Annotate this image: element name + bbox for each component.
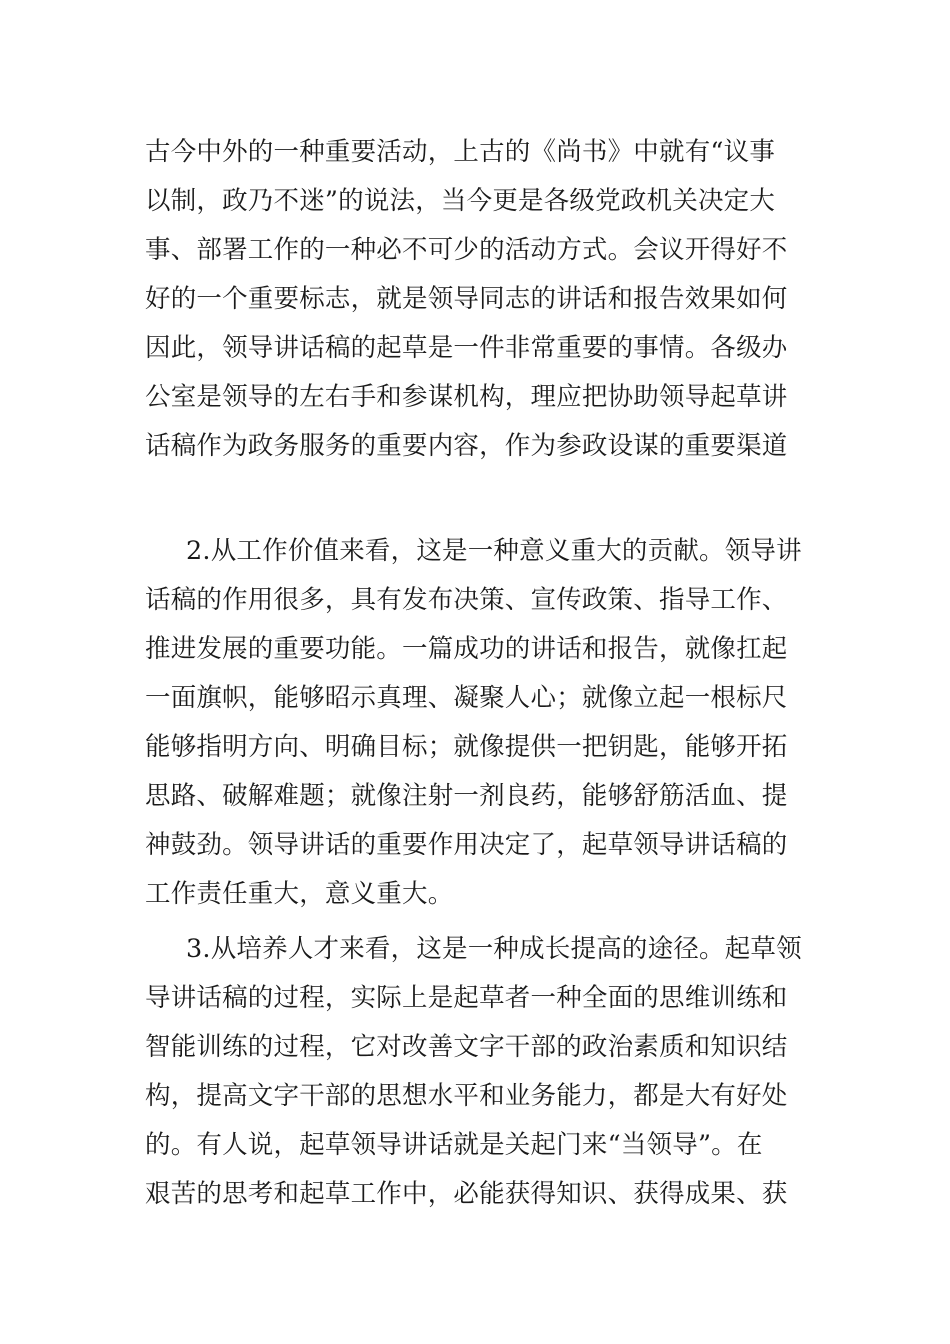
text-line: 话稿的作用很多，具有发布决策、宣传政策、指导工作、 [145,585,788,615]
paragraph-3-first-line: 3.从培养人才来看，这是一种成长提高的途径。起草领 [186,934,802,964]
text-line: 以制，政乃不迷”的说法，当今更是各级党政机关决定大 [145,186,776,216]
text-line: 的。有人说，起草领导讲话就是关起门来“当领导”。在 [145,1130,763,1160]
text-line: 工作责任重大，意义重大。 [145,879,454,909]
text-line: 事、部署工作的一种必不可少的活动方式。会议开得好不 [145,235,788,265]
text-line: 构，提高文字干部的思想水平和业务能力，都是大有好处 [145,1081,788,1111]
text-line: 因此，领导讲话稿的起草是一件非常重要的事情。各级办 [145,333,788,363]
text-line: 智能训练的过程，它对改善文字干部的政治素质和知识结 [145,1032,788,1062]
text-line: 好的一个重要标志，就是领导同志的讲话和报告效果如何 [145,284,788,314]
text-line: 导讲话稿的过程，实际上是起草者一种全面的思维训练和 [145,983,788,1013]
text-line: 神鼓劲。领导讲话的重要作用决定了，起草领导讲话稿的 [145,830,788,860]
paragraph-2-first-line: 2.从工作价值来看，这是一种意义重大的贡献。领导讲 [186,536,802,566]
text-line: 一面旗帜，能够昭示真理、凝聚人心；就像立起一根标尺 [145,683,788,713]
text-line: 推进发展的重要功能。一篇成功的讲话和报告，就像扛起 [145,634,788,664]
text-line: 思路、破解难题；就像注射一剂良药，能够舒筋活血、提 [145,781,788,811]
text-line: 能够指明方向、明确目标；就像提供一把钥匙，能够开拓 [145,732,788,762]
text-line: 古今中外的一种重要活动，上古的《尚书》中就有“议事 [145,137,776,167]
text-line: 艰苦的思考和起草工作中，必能获得知识、获得成果、获 [145,1179,788,1209]
text-line: 公室是领导的左右手和参谋机构，理应把协助领导起草讲 [145,382,788,412]
text-line: 话稿作为政务服务的重要内容，作为参政设谋的重要渠道 [145,431,788,461]
